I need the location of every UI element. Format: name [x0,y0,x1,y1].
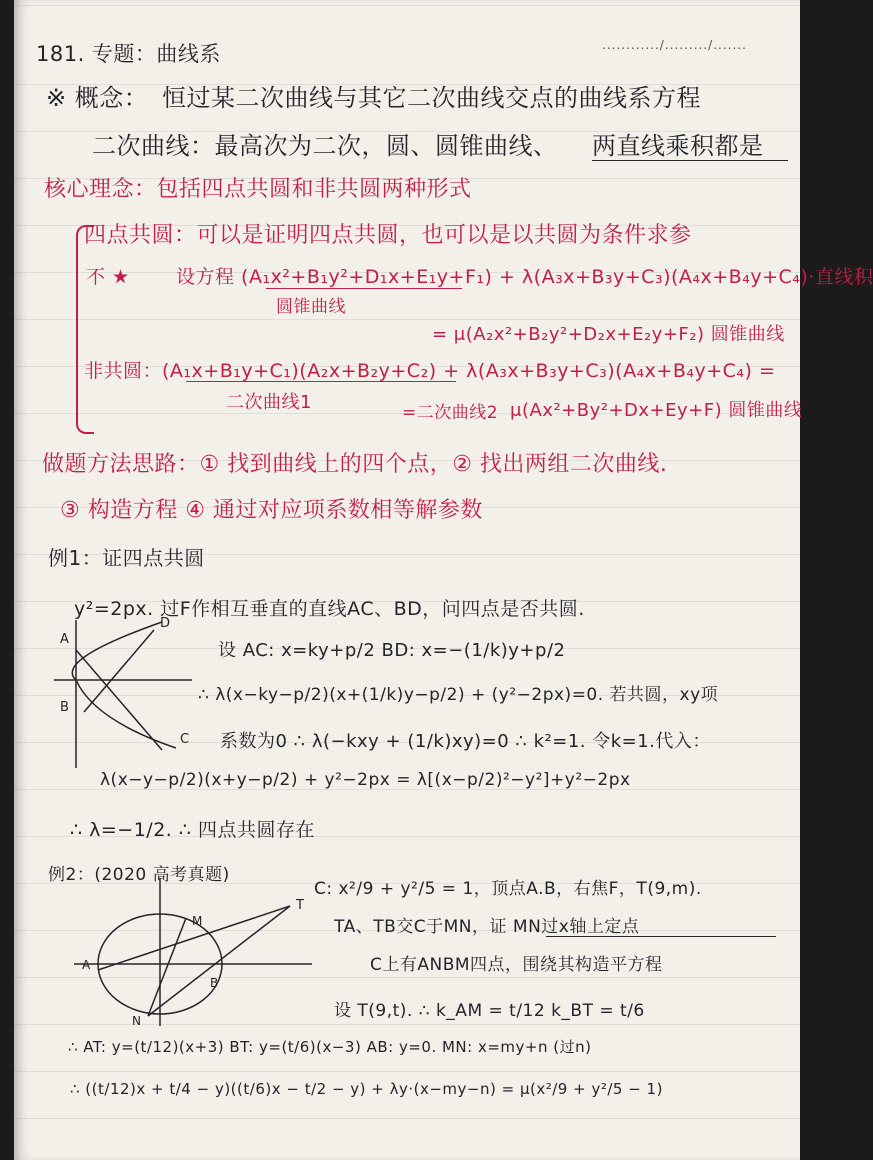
quadratic-highlight: 两直线乘积都是 [592,132,764,160]
equation-2: = μ(A₂x²+B₂y²+D₂x+E₂y+F₂) 圆锥曲线 [432,324,785,345]
conic-underline [266,288,462,289]
example2-line-4: 设 T(9,t). ∴ k_AM = t/12 k_BT = t/6 [334,1001,645,1021]
fig1-label-d: D [160,616,171,631]
fig1-label-b: B [60,700,70,715]
core-idea: 核心理念：包括四点共圆和非共圆两种形式 [44,177,472,202]
example1-step-3: 系数为0 ∴ λ(−kxy + (1/k)xy)=0 ∴ k²=1. 令k=1.代入： [220,731,711,752]
method-line-2: ③ 构造方程 ④ 通过对应项系数相等解参数 [60,498,483,523]
date-dots: ............/........./....... [602,38,747,52]
example1-step-4: λ(x−y−p/2)(x+y−p/2) + y²−2px = λ[(x−p/2)²−y²]+y²−2px [100,770,631,790]
cocircle-line: 四点共圆：可以是证明四点共圆，也可以是以共圆为条件求参 [84,223,692,248]
noncocircle-underline [186,381,456,382]
star-mark: 不 ★ [86,266,130,288]
concept-text: 恒过某二次曲线与其它二次曲线交点的曲线系方程 [162,84,701,112]
fig2-label-a: A [82,958,91,972]
fig2-label-n: N [132,1014,142,1028]
example2-line-1: C: x²/9 + y²/5 = 1，顶点A.B，右焦F，T(9,m). [314,879,702,899]
example1-problem: y²=2px. 过F作相互垂直的直线AC、BD，问四点是否共圆. [74,598,585,620]
method-line-1: 做题方法思路：① 找到曲线上的四个点，② 找出两组二次曲线. [42,452,668,477]
fig1-label-c: C [180,732,190,747]
conic-label: 圆锥曲线 [276,297,346,317]
highlight-underline [592,160,788,161]
notebook-page [14,0,873,1160]
fig2-label-b: B [210,976,219,990]
example1-step-5: ∴ λ=−1/2. ∴ 四点共圆存在 [70,819,315,841]
ellipse-figure [74,878,314,1028]
fig2-label-t: T [296,898,305,913]
concept-label: ※ 概念： [46,84,149,112]
parabola-figure [54,620,194,770]
noncocircle-line: 非共圆：(A₁x+B₁y+C₁)(A₂x+B₂y+C₂) + λ(A₃x+B₃y+C₃)(A₄x+B₄y+C₄) = [84,360,776,382]
example1-step-1: 设 AC: x=ky+p/2 BD: x=−(1/k)y+p/2 [218,640,566,661]
example1-step-2: ∴ λ(x−ky−p/2)(x+(1/k)y−p/2) + (y²−2px)=0. 若共圆，xy项 [198,685,719,705]
set-equation: 设方程 (A₁x²+B₁y²+D₁x+E₁y+F₁) + λ(A₃x+B₃y+C₃)(A₄x+B₄y+C₄)·直线积 [176,266,873,288]
example2-underline [546,936,776,937]
noncocircle-label-1: 二次曲线1 [226,392,312,413]
example1-title: 例1：证四点共圆 [48,546,205,570]
fig2-label-m: M [192,914,203,928]
fig1-label-a: A [60,632,70,647]
noncocircle-label-2: =二次曲线2 [402,403,499,423]
example2-line-2: TA、TB交C于MN，证 MN过x轴上定点 [334,917,640,937]
quadratic-text: 二次曲线：最高次为二次，圆、圆锥曲线、 [92,132,558,160]
noncocircle-eq: μ(Ax²+By²+Dx+Ey+F) 圆锥曲线 [510,400,803,421]
example2-line-6: ∴ ((t/12)x + t/4 − y)((t/6)x − t/2 − y) + λy·(x−my−n) = μ(x²/9 + y²/5 − 1) [70,1080,663,1098]
page-title: 181. 专题：曲线系 [36,42,221,66]
section-bracket [76,225,94,434]
example2-line-3: C上有ANBM四点，围绕其构造平方程 [370,955,663,975]
example2-title: 例2：(2020 高考真题) [48,865,230,885]
example2-line-5: ∴ AT: y=(t/12)(x+3) BT: y=(t/6)(x−3) AB: y=0. MN: x=my+n (过n) [68,1038,592,1056]
